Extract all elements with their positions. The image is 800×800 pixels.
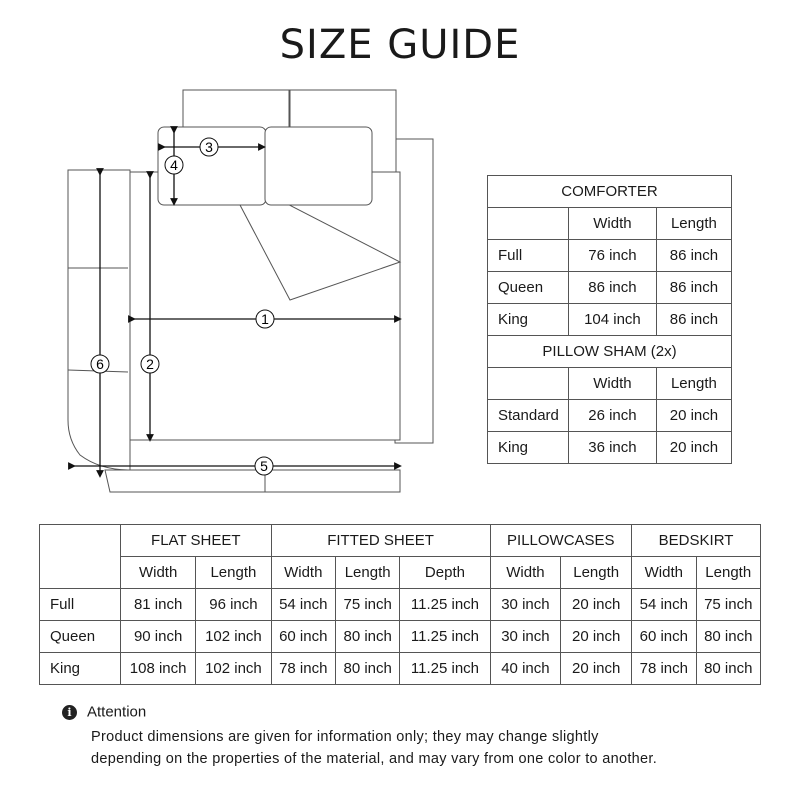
column-header: Width [632, 557, 696, 589]
table-cell: 20 inch [561, 589, 632, 621]
column-header: Width [490, 557, 561, 589]
table-cell: 20 inch [656, 400, 731, 432]
sheets-corner [40, 525, 121, 589]
row-label: Full [40, 589, 121, 621]
marker-1-label: 1 [261, 311, 269, 327]
table-cell: 102 inch [196, 621, 271, 653]
column-header: Length [696, 557, 761, 589]
table-cell: 60 inch [271, 621, 335, 653]
column-header: Width [271, 557, 335, 589]
table-cell: 20 inch [656, 432, 731, 464]
column-header: Length [561, 557, 632, 589]
marker-6-label: 6 [96, 356, 104, 372]
column-header: Length [196, 557, 271, 589]
table-cell: 90 inch [121, 621, 196, 653]
sheet-side [395, 139, 433, 443]
row-label: King [40, 653, 121, 685]
group-header-pillowcases: PILLOWCASES [490, 525, 632, 557]
row-label: Standard [488, 400, 569, 432]
table-cell: 75 inch [335, 589, 399, 621]
row-label: Full [488, 240, 569, 272]
attention-line-1: Product dimensions are given for information only; they may change slightly [91, 729, 599, 745]
table-cell: 80 inch [335, 653, 399, 685]
table-cell: 108 inch [121, 653, 196, 685]
table-cell: 75 inch [696, 589, 761, 621]
comforter-corner [488, 208, 569, 240]
table-cell: 26 inch [569, 400, 657, 432]
group-header-bedskirt: BEDSKIRT [632, 525, 761, 557]
marker-6 [91, 355, 109, 373]
table-cell: 80 inch [335, 621, 399, 653]
marker-3-label: 3 [205, 139, 213, 155]
column-header: Width [569, 368, 657, 400]
table-cell: 20 inch [561, 621, 632, 653]
marker-1 [256, 310, 274, 328]
group-header-flat-sheet: FLAT SHEET [121, 525, 272, 557]
table-cell: 80 inch [696, 653, 761, 685]
bed-skirt [105, 470, 400, 492]
table-cell: 81 inch [121, 589, 196, 621]
info-icon: i [62, 705, 77, 720]
column-header: Length [656, 208, 731, 240]
page-title: SIZE GUIDE [279, 22, 521, 68]
table-cell: 86 inch [656, 240, 731, 272]
marker-4 [165, 156, 183, 174]
table-cell: 36 inch [569, 432, 657, 464]
table-cell: 30 inch [490, 621, 561, 653]
table-cell: 54 inch [271, 589, 335, 621]
table-cell: 78 inch [271, 653, 335, 685]
pillow-sham-header: PILLOW SHAM (2x) [488, 336, 732, 368]
table-cell: 54 inch [632, 589, 696, 621]
table-cell: 102 inch [196, 653, 271, 685]
group-header-fitted-sheet: FITTED SHEET [271, 525, 490, 557]
table-cell: 60 inch [632, 621, 696, 653]
column-header: Length [335, 557, 399, 589]
row-label: King [488, 432, 569, 464]
attention-header [62, 703, 146, 721]
comforter-header: COMFORTER [488, 176, 732, 208]
table-cell: 86 inch [656, 304, 731, 336]
marker-2-label: 2 [146, 356, 154, 372]
table-cell: 86 inch [569, 272, 657, 304]
comforter-size-table [487, 175, 732, 464]
table-cell: 11.25 inch [400, 621, 490, 653]
table-cell: 96 inch [196, 589, 271, 621]
attention-line-2: depending on the properties of the material, and may vary from one color to another. [91, 751, 658, 767]
table-cell: 86 inch [656, 272, 731, 304]
column-header: Width [569, 208, 657, 240]
marker-5 [255, 457, 273, 475]
row-label: Queen [40, 621, 121, 653]
table-cell: 11.25 inch [400, 653, 490, 685]
pillow-sham-corner [488, 368, 569, 400]
sheets-size-table [39, 524, 761, 685]
column-header: Depth [400, 557, 490, 589]
column-header: Width [121, 557, 196, 589]
marker-5-label: 5 [260, 458, 268, 474]
marker-4-label: 4 [170, 157, 178, 173]
sheet-drape [68, 170, 130, 470]
table-cell: 104 inch [569, 304, 657, 336]
marker-3 [200, 138, 218, 156]
table-cell: 40 inch [490, 653, 561, 685]
table-cell: 11.25 inch [400, 589, 490, 621]
table-cell: 76 inch [569, 240, 657, 272]
table-cell: 30 inch [490, 589, 561, 621]
row-label: King [488, 304, 569, 336]
table-cell: 80 inch [696, 621, 761, 653]
marker-2 [141, 355, 159, 373]
column-header: Length [656, 368, 731, 400]
table-cell: 20 inch [561, 653, 632, 685]
pillow-front-right [265, 127, 372, 205]
attention-note [91, 726, 771, 770]
table-cell: 78 inch [632, 653, 696, 685]
attention-title: Attention [87, 703, 147, 721]
row-label: Queen [488, 272, 569, 304]
